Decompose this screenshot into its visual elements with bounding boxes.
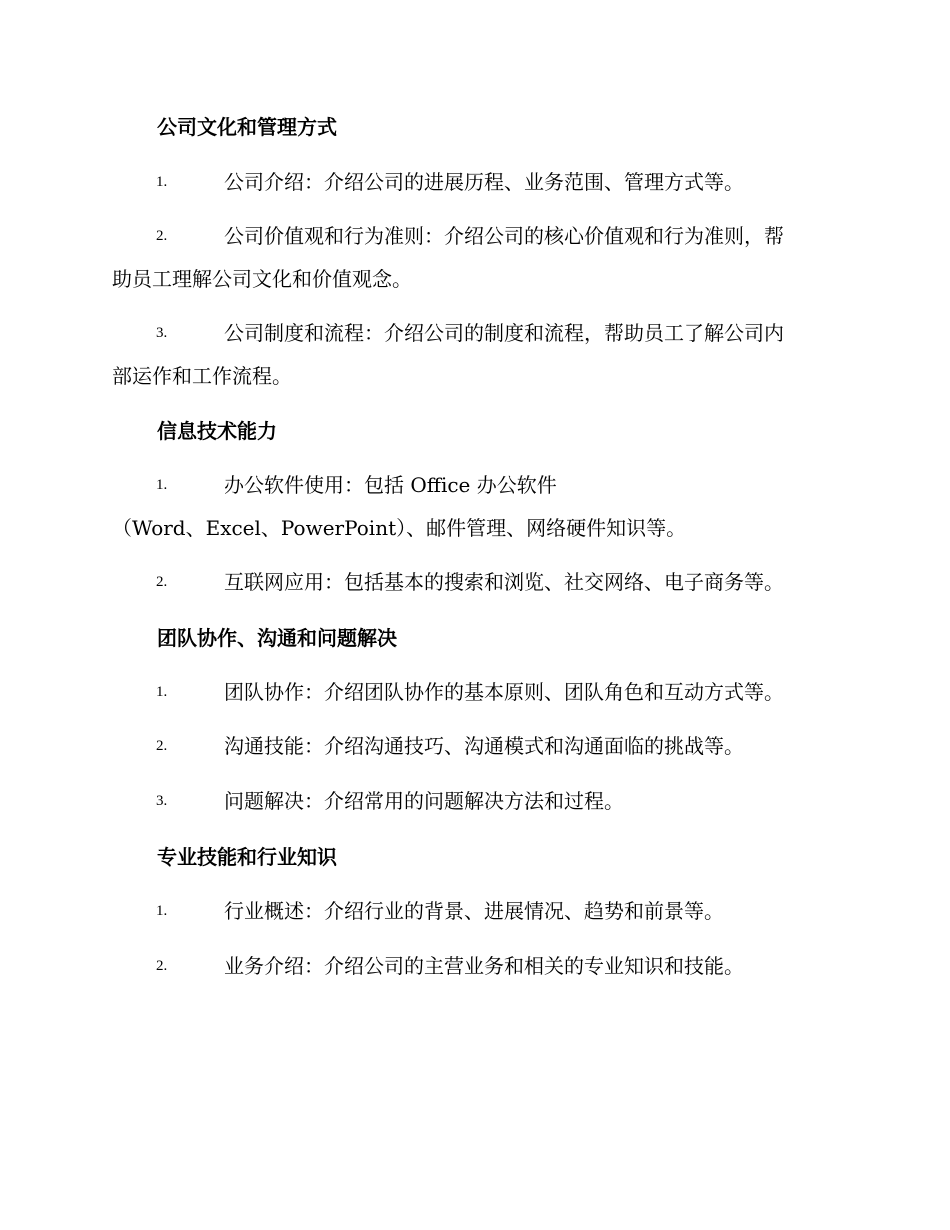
list-number: 1. xyxy=(156,684,168,700)
list-item xyxy=(112,161,836,204)
list-item-text: 公司介绍：介绍公司的进展历程、业务范围、管理方式等。 xyxy=(224,170,744,194)
list-number: 3. xyxy=(156,793,168,809)
list-number: 1. xyxy=(156,477,168,493)
list-item-continuation: 部运作和工作流程。 xyxy=(112,364,292,388)
list-item xyxy=(112,671,836,714)
list-item-text: 团队协作：介绍团队协作的基本原则、团队角色和互动方式等。 xyxy=(224,680,784,704)
list-item xyxy=(112,464,836,550)
list-item-continuation: （Word、Excel、PowerPoint）、邮件管理、网络硬件知识等。 xyxy=(112,516,687,540)
list-number: 2. xyxy=(156,228,168,244)
list-item xyxy=(112,215,836,301)
section-heading: 专业技能和行业知识 xyxy=(157,845,337,869)
list-item-text: 业务介绍：介绍公司的主营业务和相关的专业知识和技能。 xyxy=(224,954,744,978)
list-item xyxy=(112,312,836,398)
section-heading: 公司文化和管理方式 xyxy=(157,115,337,139)
list-item-text: 互联网应用：包括基本的搜索和浏览、社交网络、电子商务等。 xyxy=(224,570,784,594)
list-number: 2. xyxy=(156,738,168,754)
list-number: 1. xyxy=(156,903,168,919)
list-item-text: 沟通技能：介绍沟通技巧、沟通模式和沟通面临的挑战等。 xyxy=(224,734,744,758)
list-item-text: 问题解决：介绍常用的问题解决方法和过程。 xyxy=(224,789,624,813)
list-item xyxy=(112,890,836,933)
list-number: 3. xyxy=(156,325,168,341)
list-item-text: 办公软件使用：包括 Office 办公软件 xyxy=(224,473,557,497)
list-number: 2. xyxy=(156,574,168,590)
list-item xyxy=(112,945,836,988)
list-item-text: 行业概述：介绍行业的背景、进展情况、趋势和前景等。 xyxy=(224,899,724,923)
list-number: 1. xyxy=(156,174,168,190)
list-item-text: 公司制度和流程：介绍公司的制度和流程，帮助员工了解公司内 xyxy=(224,321,784,345)
list-item-continuation: 助员工理解公司文化和价值观念。 xyxy=(112,267,412,291)
list-number: 2. xyxy=(156,958,168,974)
list-item xyxy=(112,725,836,768)
section-heading: 团队协作、沟通和问题解决 xyxy=(157,626,397,650)
list-item xyxy=(112,780,836,823)
section-heading: 信息技术能力 xyxy=(157,419,277,443)
list-item xyxy=(112,561,836,604)
list-item-text: 公司价值观和行为准则：介绍公司的核心价值观和行为准则，帮 xyxy=(224,224,784,248)
